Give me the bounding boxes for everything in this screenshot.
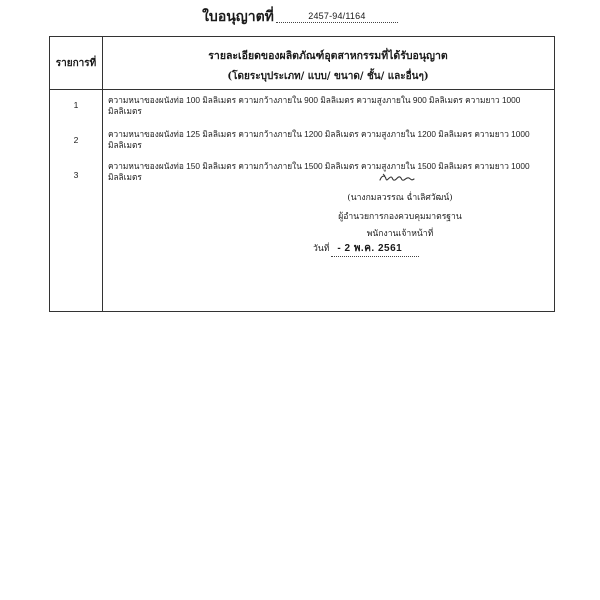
- detail-header: [102, 37, 554, 89]
- date-label: วันที่: [313, 244, 330, 254]
- signature-date: [313, 241, 419, 257]
- header-row-divider: [50, 89, 554, 90]
- date-stamp: - 2 พ.ค. 2561: [331, 241, 419, 257]
- item-description: ความหนาของผนังท่อ 125 มิลลิเมตร ความกว้างภายใน 1200 มิลลิเมตร ความสูงภายใน 1200 มิลลิเมตร ความยาว 1000 มิลลิเมตร: [108, 129, 530, 150]
- item-number-header: รายการที่: [55, 57, 97, 69]
- handwritten-signature: [378, 171, 418, 185]
- product-detail-table: [49, 36, 555, 312]
- license-number: 2457-94/1164: [276, 11, 398, 23]
- item-description: ความหนาของผนังท่อ 100 มิลลิเมตร ความกว้างภายใน 900 มิลลิเมตร ความสูงภายใน 900 มิลลิเมตร ความยาว 1000 มิลลิเมตร: [108, 95, 521, 116]
- license-label: ใบอนุญาตที่: [202, 9, 274, 25]
- signer-role: พนักงานเจ้าหน้าที่: [366, 229, 434, 239]
- item-description: ความหนาของผนังท่อ 150 มิลลิเมตร ความกว้างภายใน 1500 มิลลิเมตร ความสูงภายใน 1500 มิลลิเมตร ความยาว 1000 มิลลิเมตร: [108, 161, 530, 182]
- license-header: [0, 6, 600, 28]
- item-number: 2: [73, 135, 79, 145]
- signer-position: ผู้อำนวยการกองควบคุมมาตรฐาน: [338, 212, 462, 222]
- signer-name: (นางกมลวรรณ ฉ่ำเลิศวัฒน์): [347, 193, 453, 203]
- item-number: 1: [73, 100, 79, 110]
- detail-header-subtitle: (โดยระบุประเภท/ แบบ/ ขนาด/ ชั้น/ และอื่นๆ): [227, 71, 429, 82]
- detail-header-title: รายละเอียดของผลิตภัณฑ์อุตสาหกรรมที่ได้รับอนุญาต: [208, 50, 448, 62]
- item-number: 3: [73, 170, 79, 180]
